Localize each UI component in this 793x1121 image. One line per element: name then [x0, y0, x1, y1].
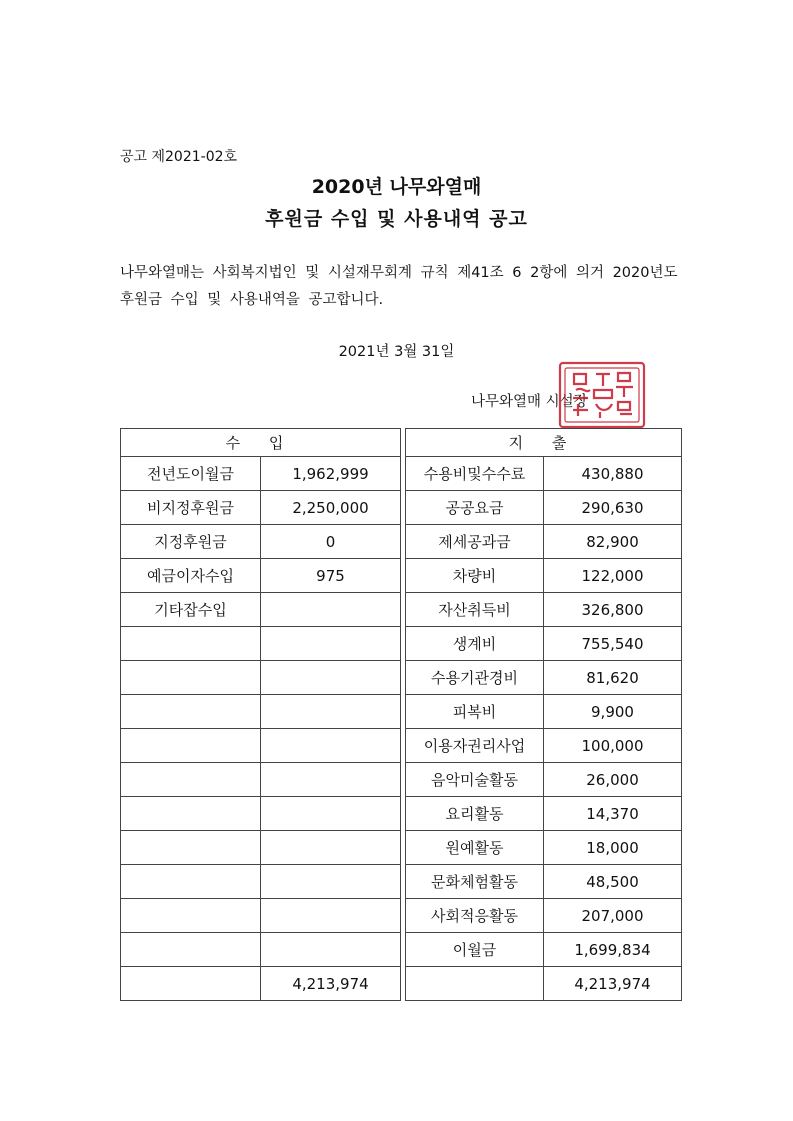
expense-item-cell: 사회적응활동 — [406, 899, 544, 933]
income-item-cell — [121, 933, 261, 967]
expense-amount-cell: 207,000 — [544, 899, 682, 933]
expense-item-cell: 문화체험활동 — [406, 865, 544, 899]
income-amount-cell — [261, 695, 401, 729]
table-row — [121, 797, 682, 831]
expense-total-label-cell — [406, 967, 544, 1001]
notice-body: 나무와열매는 사회복지법인 및 시설재무회계 규칙 제41조 6 2항에 의거 2020년도 후원금 수입 및 사용내역을 공고합니다. — [120, 265, 678, 308]
table-row — [121, 559, 682, 593]
income-amount-cell — [261, 729, 401, 763]
table-row — [121, 695, 682, 729]
official-seal-stamp — [556, 360, 648, 430]
income-item-cell — [121, 899, 261, 933]
table-row — [121, 763, 682, 797]
document-title: 2020년 나무와열매 — [311, 176, 482, 198]
expense-item-cell: 이월금 — [406, 933, 544, 967]
income-amount-cell: 1,962,999 — [261, 457, 401, 491]
table-row — [121, 457, 682, 491]
income-expense-table — [120, 428, 682, 1001]
expense-amount-cell: 430,880 — [544, 457, 682, 491]
income-item-cell — [121, 695, 261, 729]
expense-amount-cell: 18,000 — [544, 831, 682, 865]
income-amount-cell — [261, 865, 401, 899]
expense-item-cell: 자산취득비 — [406, 593, 544, 627]
income-item-cell: 기타잡수입 — [121, 593, 261, 627]
expense-amount-cell: 26,000 — [544, 763, 682, 797]
expense-amount-cell: 755,540 — [544, 627, 682, 661]
signer-name: 나무와열매 시설장 — [471, 394, 588, 410]
expense-amount-cell: 122,000 — [544, 559, 682, 593]
income-item-cell: 지정후원금 — [121, 525, 261, 559]
table-row — [121, 933, 682, 967]
income-amount-cell — [261, 831, 401, 865]
expense-amount-cell: 100,000 — [544, 729, 682, 763]
income-amount-cell: 2,250,000 — [261, 491, 401, 525]
expense-amount-cell: 9,900 — [544, 695, 682, 729]
expense-item-cell: 원예활동 — [406, 831, 544, 865]
income-item-cell — [121, 661, 261, 695]
table-row — [121, 661, 682, 695]
expense-item-cell: 피복비 — [406, 695, 544, 729]
expense-item-cell: 요리활동 — [406, 797, 544, 831]
expense-item-cell: 제세공과금 — [406, 525, 544, 559]
expense-item-cell: 수용비및수수료 — [406, 457, 544, 491]
expense-header: 지 출 — [406, 429, 682, 457]
expense-amount-cell: 48,500 — [544, 865, 682, 899]
income-amount-cell — [261, 763, 401, 797]
income-item-cell — [121, 627, 261, 661]
income-amount-cell — [261, 797, 401, 831]
notice-number: 공고 제2021-02호 — [120, 149, 238, 165]
table-row — [121, 491, 682, 525]
expense-item-cell: 음악미술활동 — [406, 763, 544, 797]
expense-item-cell: 차량비 — [406, 559, 544, 593]
income-item-cell — [121, 797, 261, 831]
table-row — [121, 899, 682, 933]
income-amount-cell — [261, 627, 401, 661]
expense-item-cell: 수용기관경비 — [406, 661, 544, 695]
document-subtitle: 후원금 수입 및 사용내역 공고 — [265, 208, 528, 230]
income-total-cell: 4,213,974 — [261, 967, 401, 1001]
notice-date: 2021년 3월 31일 — [338, 344, 455, 360]
income-item-cell — [121, 763, 261, 797]
income-item-cell — [121, 831, 261, 865]
table-row — [121, 831, 682, 865]
expense-amount-cell: 14,370 — [544, 797, 682, 831]
table-row — [121, 593, 682, 627]
table-row — [121, 627, 682, 661]
income-amount-cell: 0 — [261, 525, 401, 559]
income-amount-cell: 975 — [261, 559, 401, 593]
income-amount-cell — [261, 593, 401, 627]
income-total-label-cell — [121, 967, 261, 1001]
income-item-cell — [121, 729, 261, 763]
table-row — [121, 525, 682, 559]
expense-amount-cell: 81,620 — [544, 661, 682, 695]
total-row — [121, 967, 682, 1001]
expense-amount-cell: 82,900 — [544, 525, 682, 559]
income-item-cell: 비지정후원금 — [121, 491, 261, 525]
table-row — [121, 865, 682, 899]
expense-item-cell: 생계비 — [406, 627, 544, 661]
expense-amount-cell: 1,699,834 — [544, 933, 682, 967]
income-item-cell — [121, 865, 261, 899]
income-item-cell: 전년도이월금 — [121, 457, 261, 491]
table-row — [121, 729, 682, 763]
expense-item-cell: 이용자권리사업 — [406, 729, 544, 763]
expense-item-cell: 공공요금 — [406, 491, 544, 525]
expense-amount-cell: 290,630 — [544, 491, 682, 525]
income-amount-cell — [261, 661, 401, 695]
expense-total-cell: 4,213,974 — [544, 967, 682, 1001]
income-amount-cell — [261, 899, 401, 933]
expense-amount-cell: 326,800 — [544, 593, 682, 627]
income-item-cell: 예금이자수입 — [121, 559, 261, 593]
income-amount-cell — [261, 933, 401, 967]
income-header: 수 입 — [121, 429, 401, 457]
